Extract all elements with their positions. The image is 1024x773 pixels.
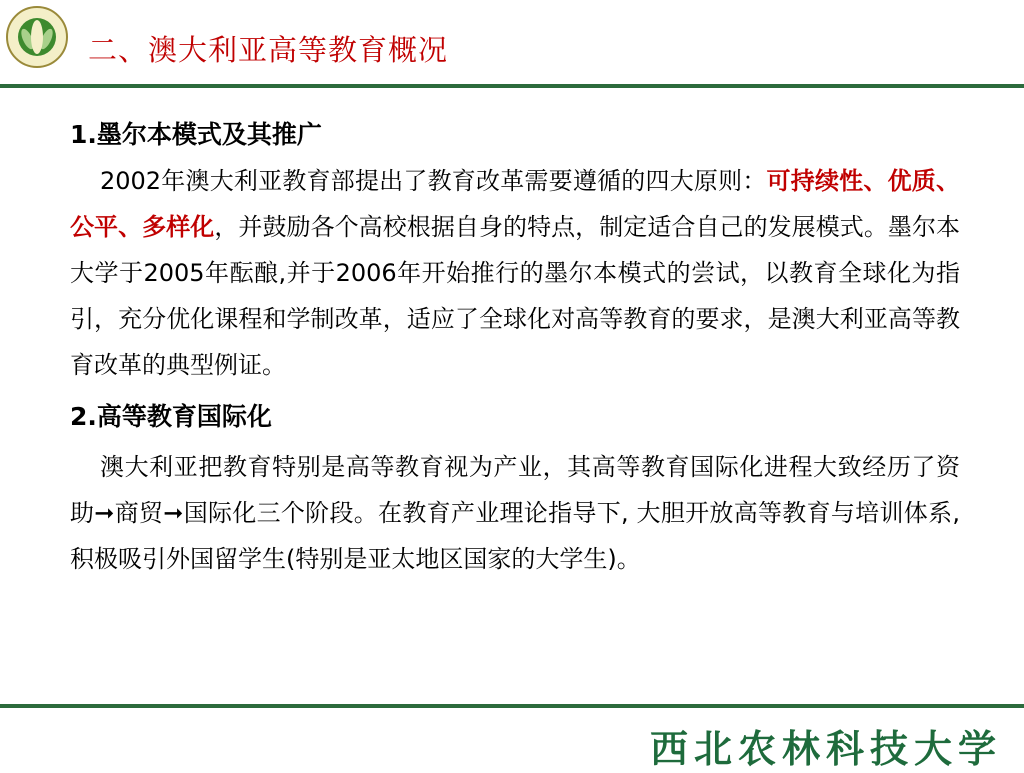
top-divider: [0, 84, 1024, 88]
slide-body: [70, 112, 960, 582]
university-logo-icon: [6, 6, 68, 68]
university-name-logotype: 西北农林科技大学: [649, 726, 1002, 771]
paragraph-1-rest: ，并鼓励各个高校根据自身的特点，制定适合自己的发展模式。墨尔本大学于2005年酝酿,并于2006年开始推行的墨尔本模式的尝试，以教育全球化为指引，充分优化课程和学制改革，适应了全球化对高等教育的要求，是澳大利亚高等教育改革的典型例证。: [70, 213, 961, 379]
slide-title: 二、澳大利亚高等教育概况: [88, 33, 449, 67]
section-heading-1: 1.墨尔本模式及其推广: [70, 120, 322, 149]
section-heading-2: 2.高等教育国际化: [70, 402, 272, 431]
slide-header: [0, 0, 1024, 90]
paragraph-1-highlight: 可持续性、优质、公平、多样化: [70, 167, 960, 241]
section-paragraph-2: 澳大利亚把教育特别是高等教育视为产业，其高等教育国际化进程大致经历了资助➞商贸➞国际化三个阶段。在教育产业理论指导下, 大胆开放高等教育与培训体系, 积极吸引外国留学生(特别是亚太地区国家的大学生)。: [70, 453, 960, 573]
section-paragraph-1: [70, 158, 960, 388]
logo-leaf-center: [31, 20, 43, 54]
paragraph-1-intro: 2002年澳大利亚教育部提出了教育改革需要遵循的四大原则：: [100, 167, 767, 195]
bottom-divider: [0, 704, 1024, 708]
